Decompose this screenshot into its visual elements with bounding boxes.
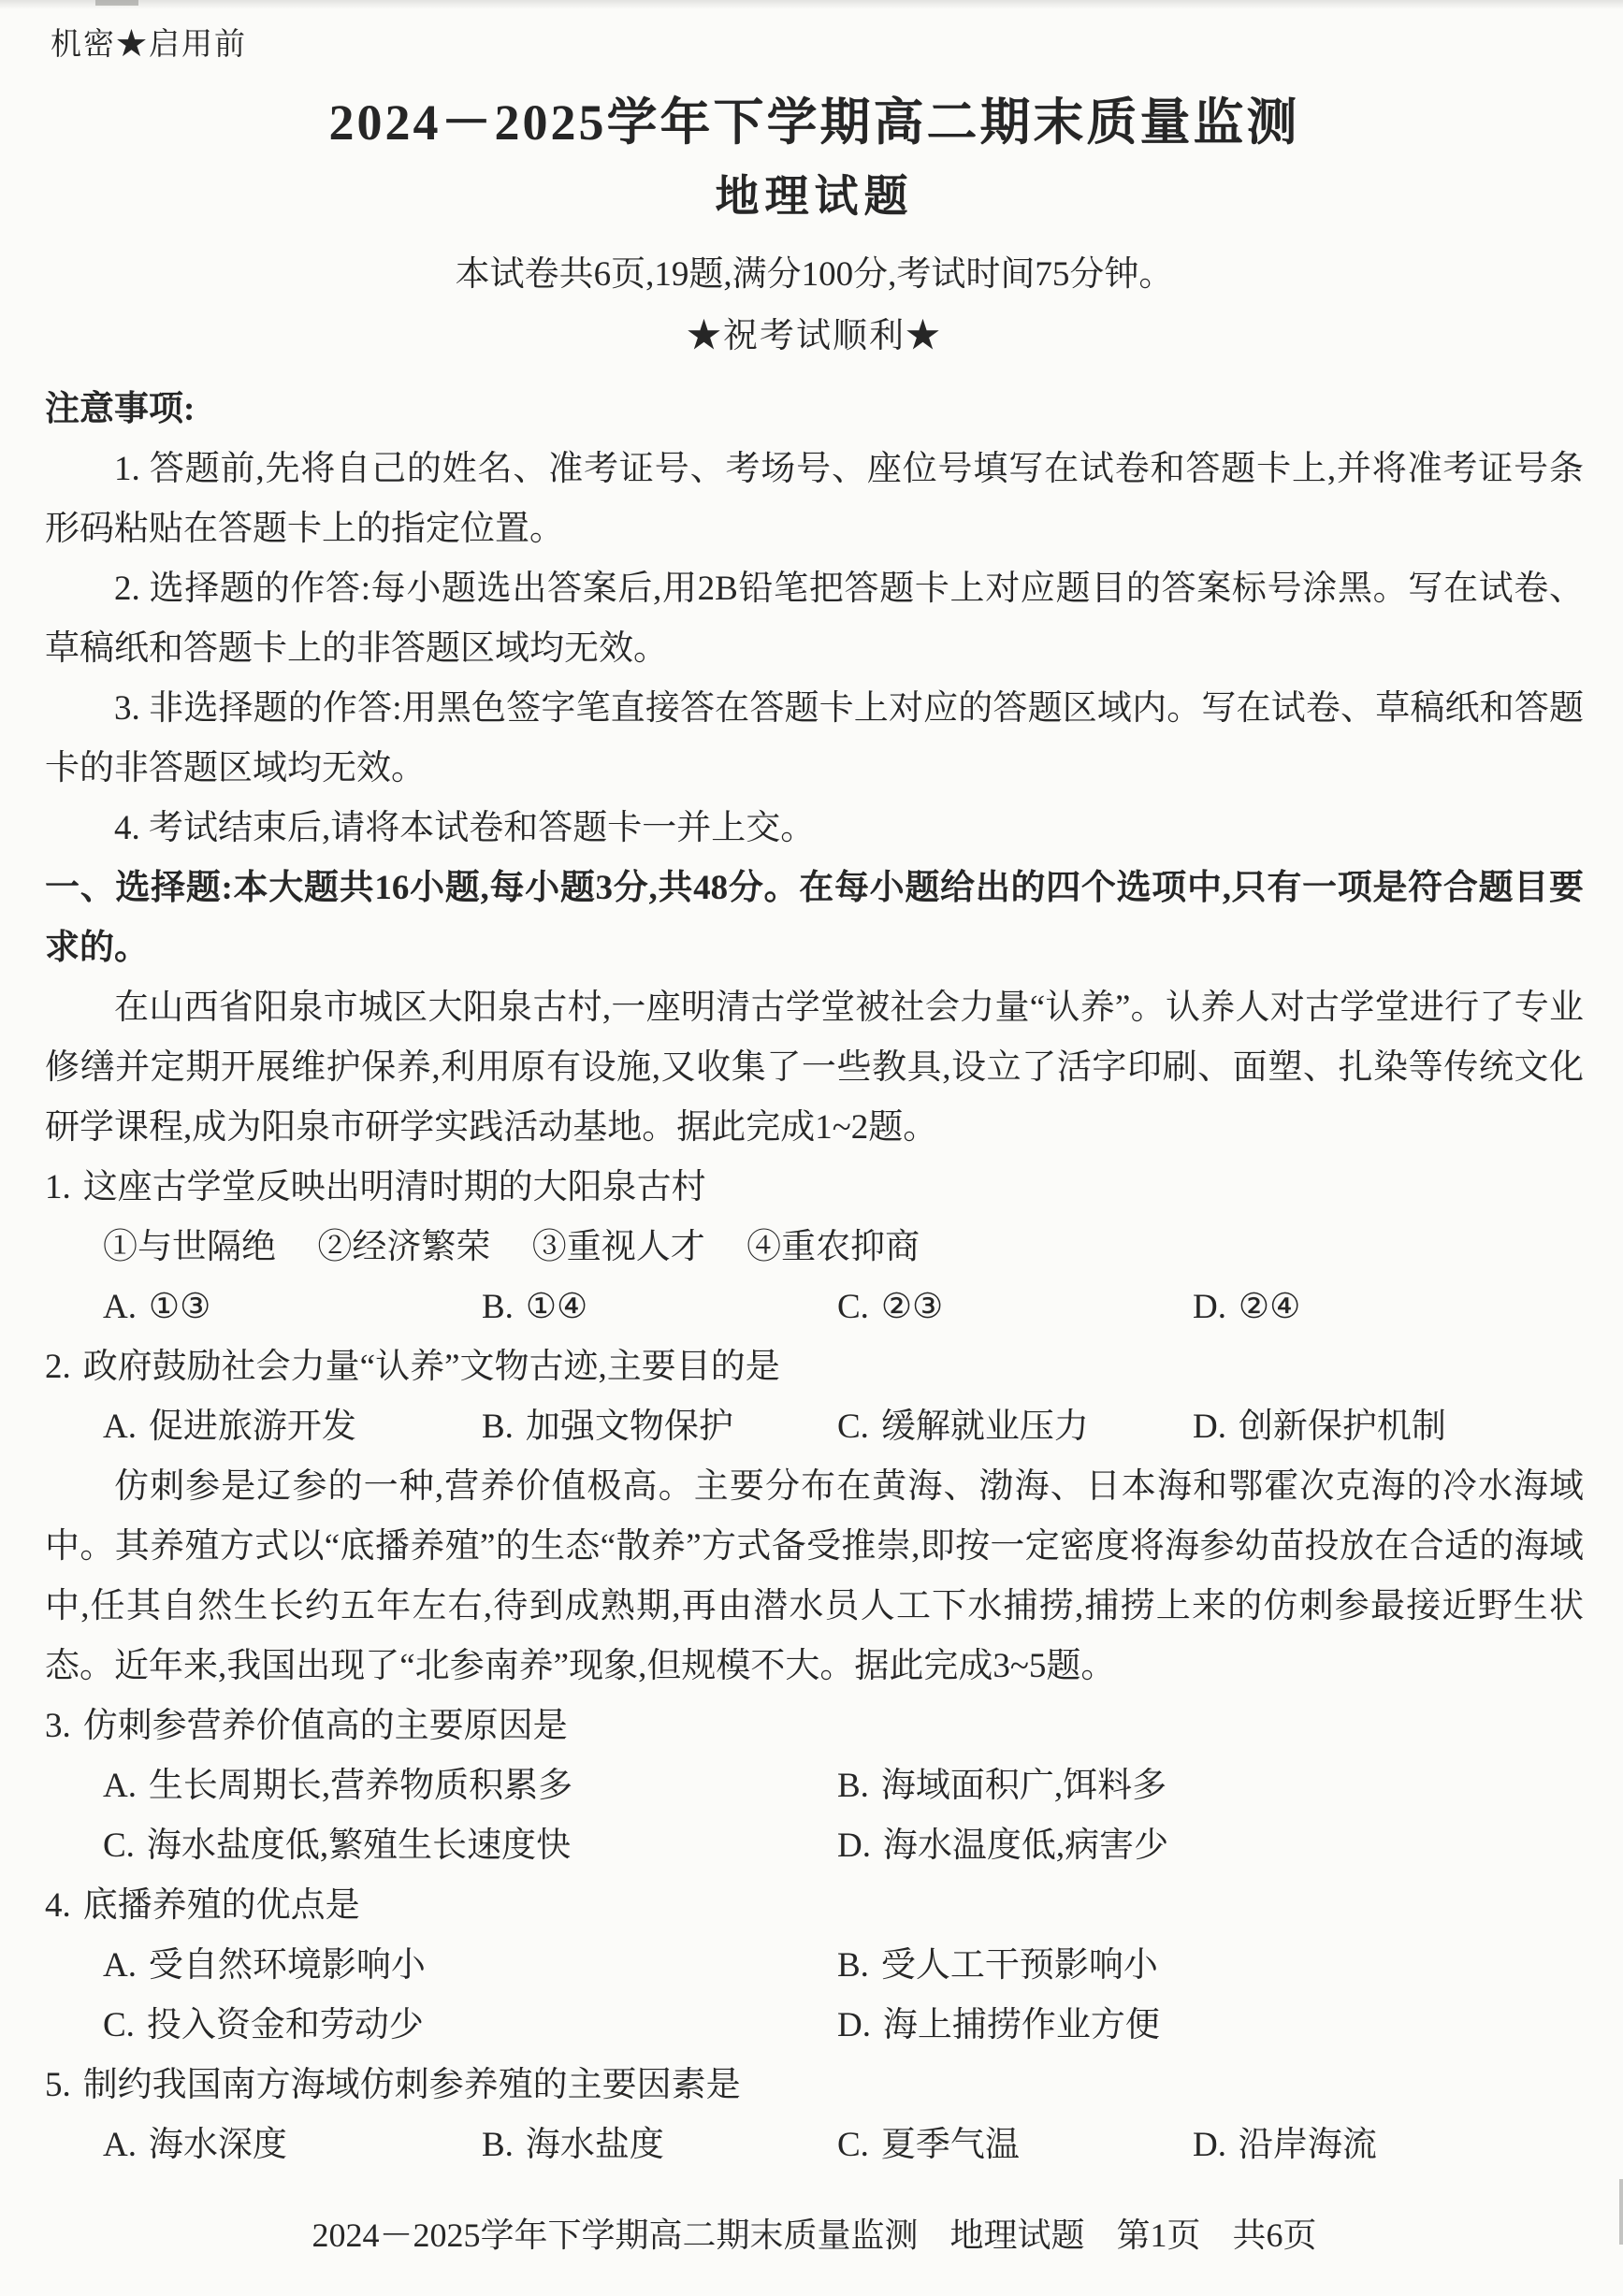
question-4-options-row-1 xyxy=(45,1936,1584,1996)
statement-4: ④重农抑商 xyxy=(746,1228,920,1266)
option-a xyxy=(103,1397,482,1457)
question-2-options xyxy=(45,1397,1584,1457)
option-c xyxy=(837,1278,1193,1337)
option-text: 生长周期长,营养物质积累多 xyxy=(148,1767,573,1805)
option-d xyxy=(837,1996,1584,2056)
question-number: 1. xyxy=(45,1168,71,1206)
notice-item-2: 2. 选择题的作答:每小题选出答案后,用2B铅笔把答题卡上对应题目的答案标号涂黑。写在试卷、草稿纸和答题卡上的非答题区域均无效。 xyxy=(45,570,1584,668)
question-3 xyxy=(45,1697,1584,1876)
footer-page-number: 第1页 xyxy=(1116,2217,1201,2254)
footer-page-total: 共6页 xyxy=(1232,2217,1317,2254)
option-d xyxy=(1193,1397,1584,1457)
question-3-options-row-1 xyxy=(45,1756,1584,1816)
option-label: B. xyxy=(837,1946,869,1985)
question-number: 2. xyxy=(45,1348,71,1386)
option-text: 投入资金和劳动少 xyxy=(146,2006,424,2044)
option-label: D. xyxy=(1193,1408,1226,1446)
passage-1: 在山西省阳泉市城区大阳泉古村,一座明清古学堂被社会力量“认养”。认养人对古学堂进行了专业修缮并定期开展维护保养,利用原有设施,又收集了一些教具,设立了活字印刷、面塑、扎染等传统文化研学课程,成为阳泉市研学实践活动基地。据此完成1~2题。 xyxy=(45,989,1584,1147)
page-footer xyxy=(45,2205,1584,2265)
option-a xyxy=(103,1756,837,1816)
question-stem-text: 底播养殖的优点是 xyxy=(82,1886,360,1925)
option-b xyxy=(482,2115,837,2175)
option-text: 海水温度低,病害少 xyxy=(882,1827,1169,1865)
footer-subject: 地理试题 xyxy=(949,2217,1085,2254)
option-label: C. xyxy=(837,2126,869,2164)
question-1-options xyxy=(45,1278,1584,1337)
question-1-stem xyxy=(45,1158,1584,1218)
option-text: 海水盐度 xyxy=(525,2126,664,2164)
statement-2: ②经济繁荣 xyxy=(317,1228,491,1266)
question-4 xyxy=(45,1876,1584,2056)
scan-edge-shadow xyxy=(0,0,1623,9)
question-stem-text: 政府鼓励社会力量“认养”文物古迹,主要目的是 xyxy=(82,1348,780,1386)
option-text: ②③ xyxy=(880,1288,944,1326)
notice-item-3: 3. 非选择题的作答:用黑色签字笔直接答在答题卡上对应的答题区域内。写在试卷、草稿纸和答题卡的非答题区域均无效。 xyxy=(45,689,1584,787)
question-1-statements xyxy=(45,1218,1584,1278)
option-b xyxy=(482,1397,837,1457)
option-text: 海域面积广,饵料多 xyxy=(880,1767,1167,1805)
option-text: 缓解就业压力 xyxy=(880,1408,1089,1446)
notices-block xyxy=(45,380,1584,859)
option-c xyxy=(103,1996,837,2056)
footer-exam-title: 2024－2025学年下学期高二期末质量监测 xyxy=(312,2217,919,2254)
option-b xyxy=(837,1756,1584,1816)
option-label: C. xyxy=(103,2006,135,2044)
question-5-stem xyxy=(45,2056,1584,2115)
question-number: 4. xyxy=(45,1886,71,1925)
option-text: 加强文物保护 xyxy=(525,1408,733,1446)
statement-1: ①与世隔绝 xyxy=(103,1228,276,1266)
section-one-heading: 一、选择题:本大题共16小题,每小题3分,共48分。在每小题给出的四个选项中,只有一项是符合题目要求的。 xyxy=(45,869,1584,967)
question-4-stem xyxy=(45,1876,1584,1936)
option-c xyxy=(103,1816,837,1876)
scan-artifact-right xyxy=(1619,2179,1623,2245)
option-text: ②④ xyxy=(1238,1288,1301,1326)
option-text: 沿岸海流 xyxy=(1238,2126,1377,2164)
option-a xyxy=(103,1278,482,1337)
question-number: 3. xyxy=(45,1707,71,1745)
option-label: D. xyxy=(1193,1288,1226,1326)
option-label: C. xyxy=(103,1827,135,1865)
good-luck-line: ★祝考试顺利★ xyxy=(687,317,942,355)
question-2 xyxy=(45,1337,1584,1457)
option-d xyxy=(1193,2115,1584,2175)
question-number: 5. xyxy=(45,2066,71,2104)
scan-artifact-top xyxy=(95,0,138,6)
option-label: D. xyxy=(1193,2126,1226,2164)
question-4-options-row-2 xyxy=(45,1996,1584,2056)
question-stem-text: 制约我国南方海域仿刺参养殖的主要因素是 xyxy=(82,2066,741,2104)
option-text: 海水深度 xyxy=(148,2126,287,2164)
question-5-options xyxy=(45,2115,1584,2175)
exam-title: 2024－2025学年下学期高二期末质量监测 xyxy=(328,94,1300,151)
question-stem-text: 这座古学堂反映出明清时期的大阳泉古村 xyxy=(82,1168,706,1206)
option-label: A. xyxy=(103,2126,137,2164)
option-text: 受人工干预影响小 xyxy=(880,1946,1158,1985)
option-c xyxy=(837,1397,1193,1457)
option-text: 受自然环境影响小 xyxy=(148,1946,426,1985)
option-a xyxy=(103,2115,482,2175)
option-text: ①③ xyxy=(148,1288,211,1326)
option-text: 海上捕捞作业方便 xyxy=(882,2006,1160,2044)
option-label: C. xyxy=(837,1288,869,1326)
option-label: A. xyxy=(103,1408,137,1446)
option-label: B. xyxy=(482,1288,514,1326)
question-2-stem xyxy=(45,1337,1584,1397)
statement-3: ③重视人才 xyxy=(531,1228,705,1266)
notice-item-4: 4. 考试结束后,请将本试卷和答题卡一并上交。 xyxy=(114,809,816,847)
option-label: B. xyxy=(482,2126,514,2164)
option-label: A. xyxy=(103,1767,137,1805)
option-label: A. xyxy=(103,1288,137,1326)
option-label: D. xyxy=(837,2006,871,2044)
option-b xyxy=(837,1936,1584,1996)
option-c xyxy=(837,2115,1193,2175)
subject-title: 地理试题 xyxy=(715,173,914,222)
option-a xyxy=(103,1936,837,1996)
option-text: 海水盐度低,繁殖生长速度快 xyxy=(146,1827,572,1865)
option-label: D. xyxy=(837,1827,871,1865)
option-label: B. xyxy=(482,1408,514,1446)
security-label: 机密★启用前 xyxy=(51,28,247,62)
notice-item-1: 1. 答题前,先将自己的姓名、准考证号、考场号、座位号填写在试卷和答题卡上,并将准考证号条形码粘贴在答题卡上的指定位置。 xyxy=(45,450,1584,548)
question-1 xyxy=(45,1158,1584,1337)
question-5 xyxy=(45,2056,1584,2175)
notices-heading: 注意事项: xyxy=(45,390,196,428)
option-label: B. xyxy=(837,1767,869,1805)
option-label: C. xyxy=(837,1408,869,1446)
option-text: 促进旅游开发 xyxy=(148,1408,356,1446)
question-3-options-row-2 xyxy=(45,1816,1584,1876)
option-d xyxy=(1193,1278,1584,1337)
option-b xyxy=(482,1278,837,1337)
option-text: 创新保护机制 xyxy=(1238,1408,1446,1446)
option-d xyxy=(837,1816,1584,1876)
passage-2: 仿刺参是辽参的一种,营养价值极高。主要分布在黄海、渤海、日本海和鄂霍次克海的冷水海域中。其养殖方式以“底播养殖”的生态“散养”方式备受推崇,即按一定密度将海参幼苗投放在合适的海域中,任其自然生长约五年左右,待到成熟期,再由潜水员人工下水捕捞,捕捞上来的仿刺参最接近野生状态。近年来,我国出现了“北参南养”现象,但规模不大。据此完成3~5题。 xyxy=(45,1467,1584,1685)
question-stem-text: 仿刺参营养价值高的主要原因是 xyxy=(82,1707,568,1745)
option-text: ①④ xyxy=(525,1288,588,1326)
option-text: 夏季气温 xyxy=(880,2126,1020,2164)
option-label: A. xyxy=(103,1946,137,1985)
paper-info-line: 本试卷共6页,19题,满分100分,考试时间75分钟。 xyxy=(455,255,1174,294)
question-3-stem xyxy=(45,1697,1584,1756)
